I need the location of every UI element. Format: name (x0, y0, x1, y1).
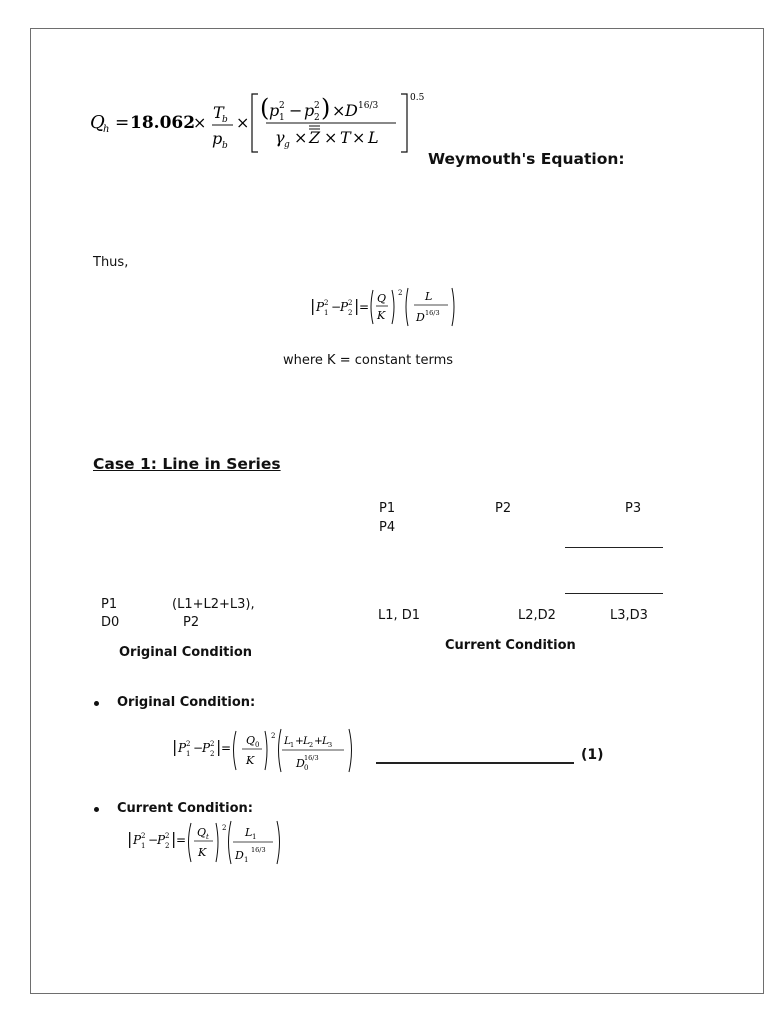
svg-text:P: P (133, 833, 142, 847)
weymouth-formula (88, 88, 440, 158)
svg-text:−: − (148, 833, 159, 847)
current-condition-label: Current Condition: (117, 801, 253, 816)
weymouth-power: 16/3 (358, 101, 379, 111)
svg-text:×: × (324, 128, 338, 147)
svg-text:×: × (193, 113, 207, 132)
svg-text:×: × (332, 101, 346, 120)
svg-text:(: ( (260, 94, 270, 122)
bullet-icon (94, 701, 99, 706)
original-p1-label: P1 (101, 597, 118, 612)
svg-text:2: 2 (210, 740, 215, 748)
svg-text:P: P (202, 741, 211, 755)
svg-text:1: 1 (290, 741, 295, 749)
svg-text:K: K (198, 846, 207, 859)
current-p2-label: P2 (495, 501, 512, 516)
original-condition-caption: Original Condition (119, 645, 253, 660)
d1-subscript: 1 (244, 856, 249, 864)
svg-text:2: 2 (222, 824, 227, 832)
q0-subscript: 0 (255, 741, 260, 749)
original-power: 16/3 (304, 754, 319, 762)
svg-text:|: | (171, 829, 177, 848)
svg-text:+: + (295, 735, 304, 747)
equation-leader-line (376, 762, 574, 764)
svg-text:b: b (222, 141, 228, 151)
svg-text:p: p (304, 101, 315, 120)
svg-text:|: | (216, 737, 222, 756)
svg-text:P: P (178, 741, 187, 755)
intro-power: 16/3 (425, 309, 440, 317)
svg-text:b: b (222, 115, 228, 125)
svg-text:|: | (354, 296, 360, 315)
svg-text:2: 2 (271, 732, 276, 740)
original-d0-label: D0 (101, 615, 120, 630)
svg-text:h: h (103, 124, 110, 135)
svg-text:=: = (176, 833, 187, 847)
svg-text:1: 1 (279, 113, 285, 123)
current-p4-label: P4 (379, 520, 396, 535)
svg-text:γ: γ (275, 128, 285, 147)
current-power: 16/3 (251, 846, 266, 854)
svg-text:×: × (294, 128, 308, 147)
weymouth-heading: Weymouth's Equation: (428, 150, 625, 168)
svg-text:D: D (296, 757, 305, 770)
weymouth-coefficient: 18.062 (130, 113, 196, 133)
svg-text:p: p (212, 129, 223, 148)
svg-text:=: = (359, 300, 370, 314)
pipe-segment-line (565, 547, 663, 548)
svg-text:1: 1 (252, 833, 257, 841)
svg-text:2: 2 (398, 289, 403, 297)
svg-text:1: 1 (186, 750, 191, 758)
svg-text:2: 2 (165, 842, 170, 850)
svg-text:Q: Q (90, 112, 105, 133)
svg-text:T: T (213, 103, 224, 122)
svg-text:Q: Q (377, 292, 387, 305)
original-condition-label: Original Condition: (117, 695, 256, 710)
segment-3-label: L3,D3 (610, 608, 648, 623)
svg-text:2: 2 (314, 101, 320, 111)
svg-text:g: g (284, 140, 290, 150)
current-p3-label: P3 (625, 501, 642, 516)
bullet-icon (94, 807, 99, 812)
svg-text:2: 2 (141, 832, 146, 840)
original-lengths-label: (L1+L2+L3), (172, 597, 255, 612)
svg-text:L: L (284, 735, 291, 747)
original-condition-formula (172, 728, 358, 774)
svg-text:D: D (235, 849, 244, 862)
svg-text:=: = (221, 741, 232, 755)
svg-text:−: − (289, 101, 303, 120)
case-1-title: Case 1: Line in Series (93, 455, 281, 473)
svg-text:2: 2 (165, 832, 170, 840)
thus-text: Thus, (93, 255, 129, 270)
pipe-segment-line (565, 593, 663, 594)
svg-text:−: − (331, 300, 342, 314)
weymouth-exponent: 0.5 (410, 93, 425, 103)
proportional-formula (310, 286, 466, 328)
svg-text:|: | (172, 737, 178, 756)
svg-text:|: | (127, 829, 133, 848)
svg-text:2: 2 (348, 309, 353, 317)
svg-text:P: P (316, 300, 325, 314)
svg-text:2: 2 (348, 299, 353, 307)
svg-text:×: × (236, 113, 250, 132)
d0-subscript: 0 (304, 764, 309, 772)
current-p1-label: P1 (379, 501, 396, 516)
qt-subscript: t (206, 833, 209, 841)
segment-1-label: L1, D1 (378, 608, 421, 623)
original-p2-label: P2 (183, 615, 200, 630)
svg-text:2: 2 (324, 299, 329, 307)
svg-text:2: 2 (314, 113, 320, 123)
svg-text:P: P (340, 300, 349, 314)
svg-text:2: 2 (186, 740, 191, 748)
constant-terms-note: where K = constant terms (283, 353, 454, 368)
svg-text:|: | (310, 296, 316, 315)
svg-text:2: 2 (210, 750, 215, 758)
svg-text:+: + (314, 735, 323, 747)
svg-text:D: D (345, 101, 358, 120)
svg-text:L: L (303, 735, 310, 747)
svg-text:1: 1 (324, 309, 329, 317)
svg-text:L: L (368, 128, 379, 147)
svg-text:2: 2 (279, 101, 285, 111)
svg-text:T: T (340, 128, 351, 147)
current-condition-formula (127, 820, 283, 866)
svg-text:Z: Z (309, 128, 321, 147)
q0-symbol: Q (246, 734, 256, 747)
svg-text:1: 1 (141, 842, 146, 850)
current-condition-caption: Current Condition (445, 638, 576, 653)
svg-text:K: K (246, 754, 255, 767)
segment-2-label: L2,D2 (518, 608, 556, 623)
svg-text:D: D (416, 311, 425, 324)
qt-symbol: Q (197, 826, 207, 839)
svg-text:=: = (115, 113, 130, 133)
svg-text:K: K (377, 309, 386, 322)
equation-number: (1) (581, 747, 604, 763)
svg-text:p: p (269, 101, 280, 120)
svg-text:): ) (321, 94, 331, 122)
svg-text:L: L (245, 826, 253, 839)
svg-text:L: L (425, 290, 433, 303)
svg-text:2: 2 (309, 741, 314, 749)
svg-text:L: L (322, 735, 329, 747)
svg-text:−: − (193, 741, 204, 755)
svg-text:P: P (157, 833, 166, 847)
svg-text:3: 3 (328, 741, 333, 749)
svg-text:×: × (352, 128, 366, 147)
